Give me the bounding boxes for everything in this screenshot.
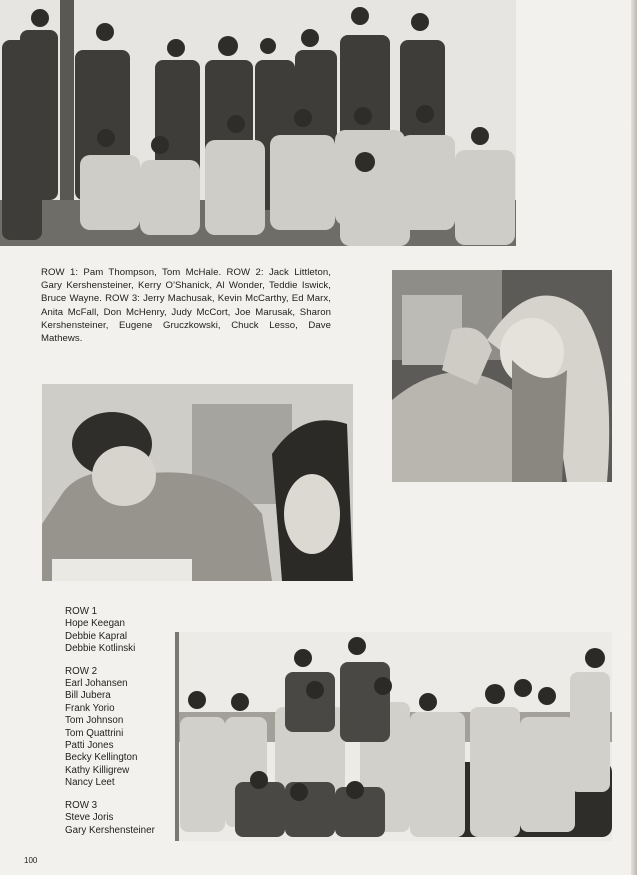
roster-name: Gary Kershensteiner <box>65 824 155 836</box>
roster-name: Tom Johnson <box>65 715 124 727</box>
roster-row1-label: ROW 1 <box>65 606 98 617</box>
roster-name: Hope Keegan <box>65 618 125 630</box>
roster-row2-label: ROW 2 <box>65 665 98 677</box>
roster-name: Earl Johansen <box>65 678 128 690</box>
group-photo-students <box>0 0 516 246</box>
photo-girl-long-hair <box>392 270 612 482</box>
roster-name: Patti Jones <box>65 740 114 752</box>
roster-name: Debbie Kotlinski <box>65 643 136 655</box>
roster-row3-label: ROW 3 <box>65 799 98 811</box>
roster-name: Steve Joris <box>65 812 114 824</box>
page-edge <box>631 0 637 875</box>
caption-row1-label: ROW 1: <box>41 267 84 278</box>
group-photo-caption <box>41 266 331 345</box>
roster-name: Becky Kellington <box>65 752 138 764</box>
group-photo-with-car <box>175 632 612 841</box>
photo-boy-at-desk <box>42 384 353 581</box>
roster-name: Kathy Killigrew <box>65 764 130 776</box>
page-number: 100 <box>24 856 38 865</box>
roster-name: Nancy Leet <box>65 777 115 789</box>
caption-row2-label: ROW 2: <box>226 267 269 278</box>
roster-name: Debbie Kapral <box>65 630 128 642</box>
caption-row1-names: Pam Thompson, Tom McHale. <box>83 267 227 278</box>
roster-name: Frank Yorio <box>65 702 115 714</box>
roster-row2 <box>65 666 175 790</box>
caption-row2-names: Jack Littleton, Gary Kershensteiner, Kerry O'Shanick, Al Wonder, Teddie Iswick, Bruce Wayne. <box>41 267 331 305</box>
roster-row3 <box>65 800 175 837</box>
roster-row1 <box>65 606 175 656</box>
roster-name: Bill Jubera <box>65 690 111 702</box>
roster-name: Tom Quattrini <box>65 727 124 739</box>
roster-list <box>65 606 175 847</box>
caption-row3-names: Jerry Machusak, Kevin McCarthy, Ed Marx, Anita McFall, Don McHenry, Judy McCort, Joe Marusak, Sharon Kershensteiner, Eugene Gruczkowski, Chuck Lesso, Dave Mathews. <box>41 293 331 345</box>
caption-row3-label: ROW 3: <box>105 293 144 305</box>
